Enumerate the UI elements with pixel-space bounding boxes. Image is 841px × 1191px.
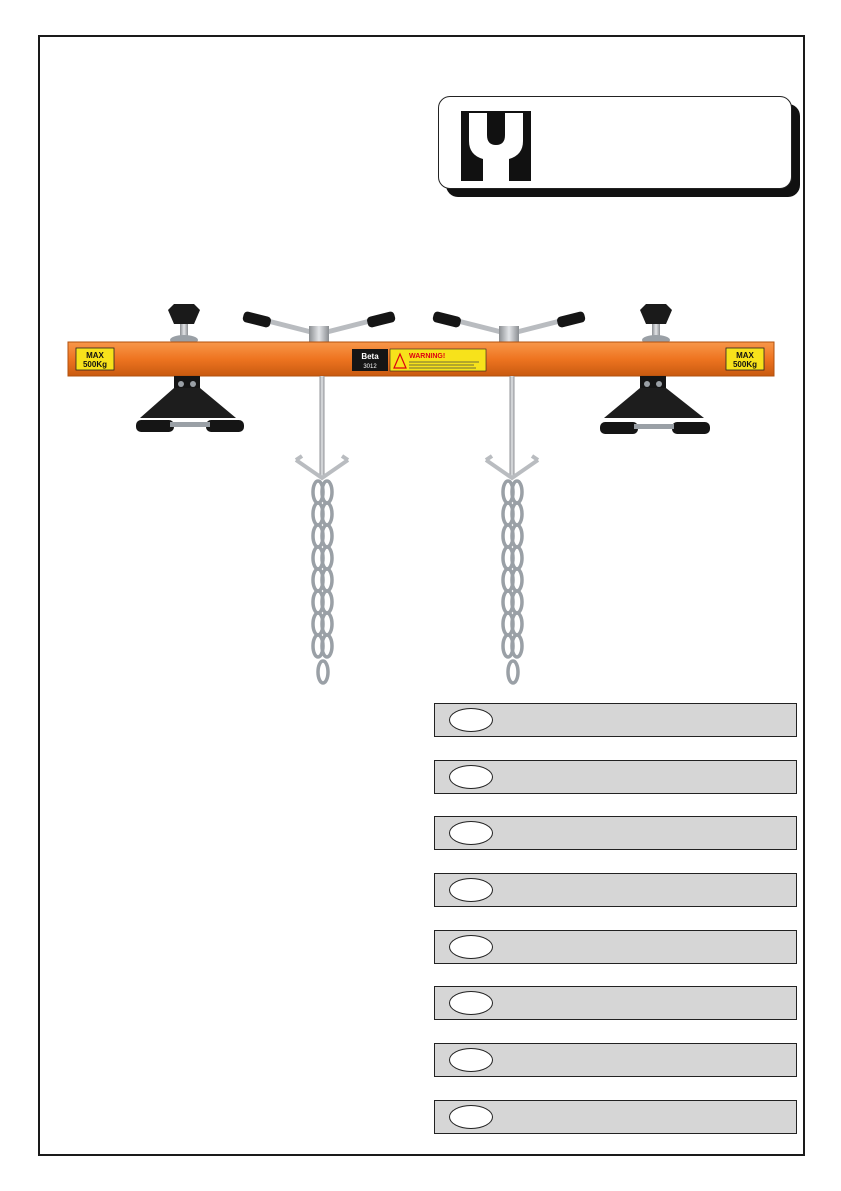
language-code-oval [449, 935, 493, 959]
beta-brand-label [352, 349, 388, 371]
svg-text:MAX: MAX [736, 351, 754, 360]
language-code-oval [449, 1105, 493, 1129]
left-foot-bracket [136, 376, 244, 432]
language-code-oval [449, 765, 493, 789]
engine-support-bar-image [64, 300, 784, 690]
language-code-oval [449, 708, 493, 732]
svg-text:MAX: MAX [86, 351, 104, 360]
svg-text:500Kg: 500Kg [82, 360, 108, 369]
language-code-oval [449, 878, 493, 902]
language-code-oval [449, 821, 493, 845]
max-load-label-right [726, 348, 764, 370]
language-bar[interactable] [434, 986, 797, 1020]
language-bar[interactable] [434, 1100, 797, 1134]
header-box [438, 96, 792, 189]
left-t-handle [242, 311, 396, 344]
language-bar[interactable] [434, 873, 797, 907]
left-knob [168, 304, 200, 345]
max-load-label-left [76, 348, 114, 370]
language-bar[interactable] [434, 816, 797, 850]
right-t-handle [432, 311, 586, 344]
language-bar[interactable] [434, 930, 797, 964]
svg-text:500Kg: 500Kg [732, 360, 758, 369]
svg-text:3012: 3012 [363, 364, 377, 370]
language-code-oval [449, 1048, 493, 1072]
warning-sticker [390, 349, 486, 371]
language-bar[interactable] [434, 760, 797, 794]
right-foot-bracket [600, 376, 710, 434]
svg-text:Beta: Beta [361, 352, 379, 361]
right-hook-chain [486, 376, 538, 683]
left-hook-chain [296, 376, 348, 683]
language-bar[interactable] [434, 1043, 797, 1077]
right-knob [640, 304, 672, 345]
language-code-oval [449, 991, 493, 1015]
svg-text:WARNING!: WARNING! [409, 353, 446, 360]
wrench-icon [461, 111, 531, 181]
language-bar[interactable] [434, 703, 797, 737]
